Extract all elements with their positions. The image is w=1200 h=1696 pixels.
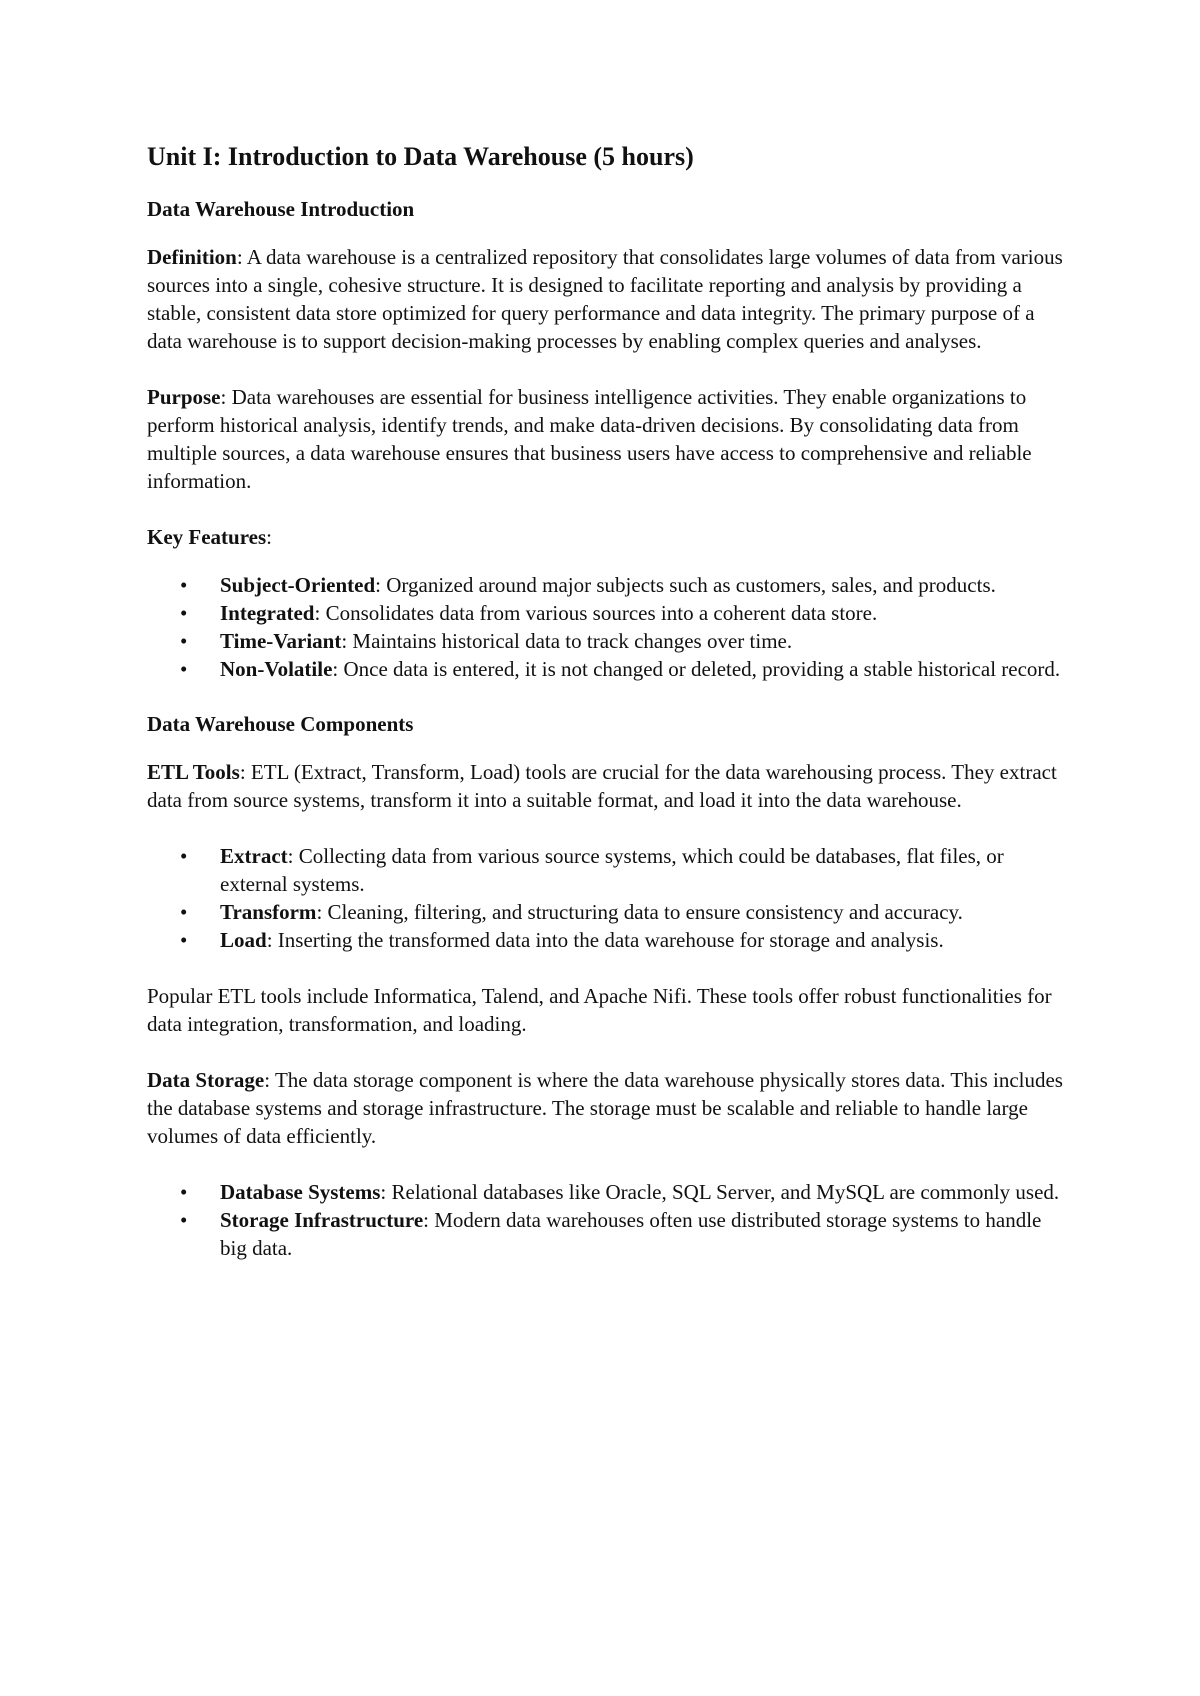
item-label: Database Systems xyxy=(220,1180,381,1205)
item-label: Subject-Oriented xyxy=(220,573,376,598)
list-item xyxy=(147,1206,1067,1262)
item-text: : Consolidates data from various sources into a coherent data store. xyxy=(314,601,878,626)
components-heading: Data Warehouse Components xyxy=(147,712,414,737)
item-text: : Once data is entered, it is not changed or deleted, providing a stable historical record. xyxy=(332,657,1061,682)
key-features-suffix: : xyxy=(266,525,273,550)
item-text: : Modern data warehouses often use distributed storage systems to handle big data. xyxy=(220,1208,1042,1261)
popular-etl-tools-paragraph: Popular ETL tools include Informatica, Talend, and Apache Nifi. These tools offer robust functionalities for data integration, transformation, and loading. xyxy=(147,984,1052,1037)
storage-text: : The data storage component is where the data warehouse physically stores data. This includes the database systems and storage infrastructure. The storage must be scalable and reliable to handle large volumes of data efficiently. xyxy=(147,1068,1063,1149)
item-label: Transform xyxy=(220,900,317,925)
list-item xyxy=(147,571,1067,599)
etl-paragraph xyxy=(147,758,1067,814)
bullet-icon: • xyxy=(180,844,188,869)
definition-label: Definition xyxy=(147,245,237,270)
definition-text: : A data warehouse is a centralized repository that consolidates large volumes of data from various sources into a single, cohesive structure. It is designed to facilitate reporting and analysis by providing a stable, consistent data store optimized for query performance and data integrity. The primary purpose of a data warehouse is to support decision-making processes by enabling complex queries and analyses. xyxy=(147,245,1063,354)
bullet-icon: • xyxy=(180,900,188,925)
bullet-icon: • xyxy=(180,928,188,953)
bullet-icon: • xyxy=(180,657,188,682)
list-item xyxy=(147,599,1067,627)
etl-label: ETL Tools xyxy=(147,760,240,785)
purpose-paragraph xyxy=(147,383,1067,495)
item-text: : Maintains historical data to track changes over time. xyxy=(341,629,793,654)
purpose-text: : Data warehouses are essential for business intelligence activities. They enable organizations to perform historical analysis, identify trends, and make data-driven decisions. By consolidating data from multiple sources, a data warehouse ensures that business users have access to comprehensive and reliable information. xyxy=(147,385,1032,494)
bullet-icon: • xyxy=(180,1208,188,1233)
etl-list xyxy=(147,842,1067,954)
item-label: Integrated xyxy=(220,601,315,626)
key-features-heading xyxy=(147,523,1067,551)
item-text: : Collecting data from various source systems, which could be databases, flat files, or external systems. xyxy=(220,844,1004,897)
intro-heading: Data Warehouse Introduction xyxy=(147,196,415,221)
purpose-label: Purpose xyxy=(147,385,221,410)
bullet-icon: • xyxy=(180,573,188,598)
list-item xyxy=(147,842,1067,898)
unit-title: Unit I: Introduction to Data Warehouse (5 hours) xyxy=(147,142,694,171)
item-text: : Organized around major subjects such as customers, sales, and products. xyxy=(375,573,996,598)
list-item xyxy=(147,1178,1067,1206)
bullet-icon: • xyxy=(180,1180,188,1205)
list-item xyxy=(147,627,1067,655)
item-label: Non-Volatile xyxy=(220,657,333,682)
list-item xyxy=(147,898,1067,926)
definition-paragraph xyxy=(147,243,1067,355)
item-text: : Inserting the transformed data into the data warehouse for storage and analysis. xyxy=(266,928,944,953)
list-item xyxy=(147,926,1067,954)
item-text: : Cleaning, filtering, and structuring data to ensure consistency and accuracy. xyxy=(316,900,963,925)
storage-label: Data Storage xyxy=(147,1068,265,1093)
item-label: Time-Variant xyxy=(220,629,342,654)
item-label: Storage Infrastructure xyxy=(220,1208,424,1233)
bullet-icon: • xyxy=(180,629,188,654)
item-label: Extract xyxy=(220,844,288,869)
item-label: Load xyxy=(220,928,267,953)
storage-paragraph xyxy=(147,1066,1067,1150)
item-text: : Relational databases like Oracle, SQL Server, and MySQL are commonly used. xyxy=(380,1180,1060,1205)
etl-text: : ETL (Extract, Transform, Load) tools are crucial for the data warehousing process. They extract data from source systems, transform it into a suitable format, and load it into the data warehouse. xyxy=(147,760,1057,813)
document-page xyxy=(147,140,1067,1290)
bullet-icon: • xyxy=(180,601,188,626)
key-features-label: Key Features xyxy=(147,525,267,550)
list-item xyxy=(147,655,1067,683)
storage-list xyxy=(147,1178,1067,1262)
key-features-list xyxy=(147,571,1067,683)
